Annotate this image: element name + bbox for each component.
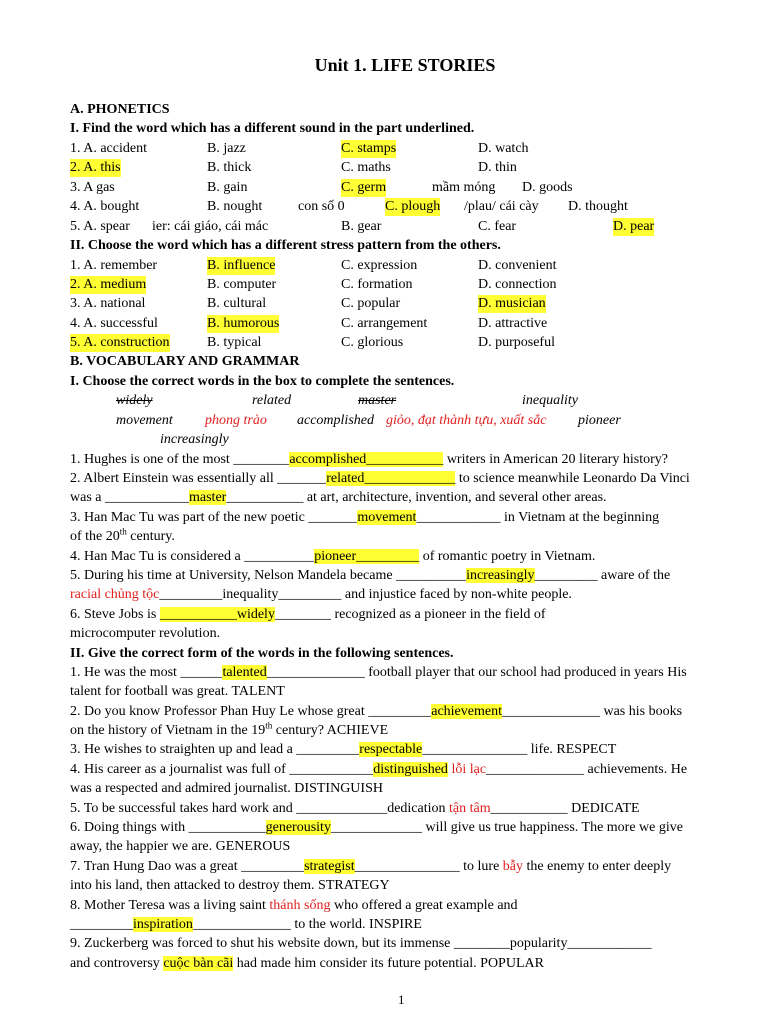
sentence: 2. Do you know Professor Phan Huy Le whose great _________achievement______________ was his books xyxy=(70,704,683,719)
sentence: 5. To be successful takes hard work and _____________dedication tận tâm___________ DEDICATE xyxy=(70,801,640,816)
sentence: 1. He was the most ______talented______________ football player that our school had produced in years His xyxy=(70,665,687,680)
sentence: of the 20th century. xyxy=(70,526,175,544)
word-box-row: increasingly xyxy=(160,432,229,447)
sentence: into his land, then attacked to destroy them. STRATEGY xyxy=(70,878,390,893)
question-row: 3. A gas B. gain C. germ mầm móng D. goods xyxy=(70,180,573,195)
question-row: 3. A. national B. cultural C. popular D. musician xyxy=(70,296,546,311)
part-a1-heading: I. Find the word which has a different sound in the part underlined. xyxy=(70,121,475,136)
sentence: _________inspiration______________ to the world. INSPIRE xyxy=(70,917,422,932)
question-row: 4. A. bought B. nought con số 0 C. plough /plau/ cái cày D. thought xyxy=(70,199,628,214)
sentence: 6. Doing things with ___________generousity_____________ will give us true happiness. The more we give xyxy=(70,820,683,835)
page-number: 1 xyxy=(398,992,405,1007)
sentence: 4. His career as a journalist was full of ____________distinguished lỗi lạc______________ achievements. He xyxy=(70,762,688,777)
sentence: 6. Steve Jobs is ___________widely________ recognized as a pioneer in the field of xyxy=(70,607,546,622)
sentence: 1. Hughes is one of the most ________accomplished___________ writers in American 20 literary history? xyxy=(70,452,669,467)
question-row: 5. A. spear ier: cái giáo, cái mác B. gear C. fear D. pear xyxy=(70,219,655,234)
sentence: 7. Tran Hung Dao was a great _________strategist_______________ to lure bẫy the enemy to enter deeply xyxy=(70,859,672,874)
question-row: 5. A. construction B. typical C. glorious D. purposeful xyxy=(70,335,555,350)
sentence: 2. Albert Einstein was essentially all _______related_____________ to science meanwhile Leonardo Da Vinci xyxy=(70,471,690,486)
sentence: talent for football was great. TALENT xyxy=(70,684,285,699)
sentence: and controversy cuộc bàn cãi had made him consider its future potential. POPULAR xyxy=(70,956,544,971)
question-row: 1. A. remember B. influence C. expression D. convenient xyxy=(70,258,557,273)
sentence: on the history of Vietnam in the 19th century? ACHIEVE xyxy=(70,720,389,738)
question-row: 4. A. successful B. humorous C. arrangement D. attractive xyxy=(70,316,548,331)
sentence: away, the happier we are. GENEROUS xyxy=(70,839,291,854)
part-b1-heading: I. Choose the correct words in the box to complete the sentences. xyxy=(70,374,455,389)
question-row: 2. A. medium B. computer C. formation D. connection xyxy=(70,277,557,292)
sentence: 5. During his time at University, Nelson Mandela became __________increasingly_________ aware of the xyxy=(70,568,671,583)
sentence: was a ____________master___________ at art, architecture, invention, and several other areas. xyxy=(70,490,607,505)
sentence: was a respected and admired journalist. DISTINGUISH xyxy=(70,781,383,796)
part-a2-heading: II. Choose the word which has a different stress pattern from the others. xyxy=(70,238,501,253)
sentence: 4. Han Mac Tu is considered a __________pioneer_________ of romantic poetry in Vietnam. xyxy=(70,549,596,564)
sentence: 3. He wishes to straighten up and lead a _________respectable_______________ life. RESPECT xyxy=(70,742,617,757)
sentence: 3. Han Mac Tu was part of the new poetic _______movement____________ in Vietnam at the beginning xyxy=(70,510,660,525)
section-a-heading: A. PHONETICS xyxy=(70,102,170,117)
sentence: microcomputer revolution. xyxy=(70,626,221,641)
word-box-row: widely related master inequality xyxy=(116,393,578,408)
sentence: racial chủng tộc_________inequality_________ and injustice faced by non-white people. xyxy=(70,587,572,602)
word-box-row: movement phong trào accomplished giỏo, đạt thành tựu, xuất sắc pioneer xyxy=(116,413,621,428)
question-row: 2. A. this B. thick C. maths D. thin xyxy=(70,160,517,175)
sentence: 8. Mother Teresa was a living saint thánh sống who offered a great example and xyxy=(70,898,518,913)
page-title: Unit 1. LIFE STORIES xyxy=(314,55,496,75)
part-b2-heading: II. Give the correct form of the words in the following sentences. xyxy=(70,646,454,661)
section-b-heading: B. VOCABULARY AND GRAMMAR xyxy=(70,354,300,369)
question-row: 1. A. accident B. jazz C. stamps D. watch xyxy=(70,141,529,156)
sentence: 9. Zuckerberg was forced to shut his website down, but its immense ________popularity____________ xyxy=(70,936,652,951)
